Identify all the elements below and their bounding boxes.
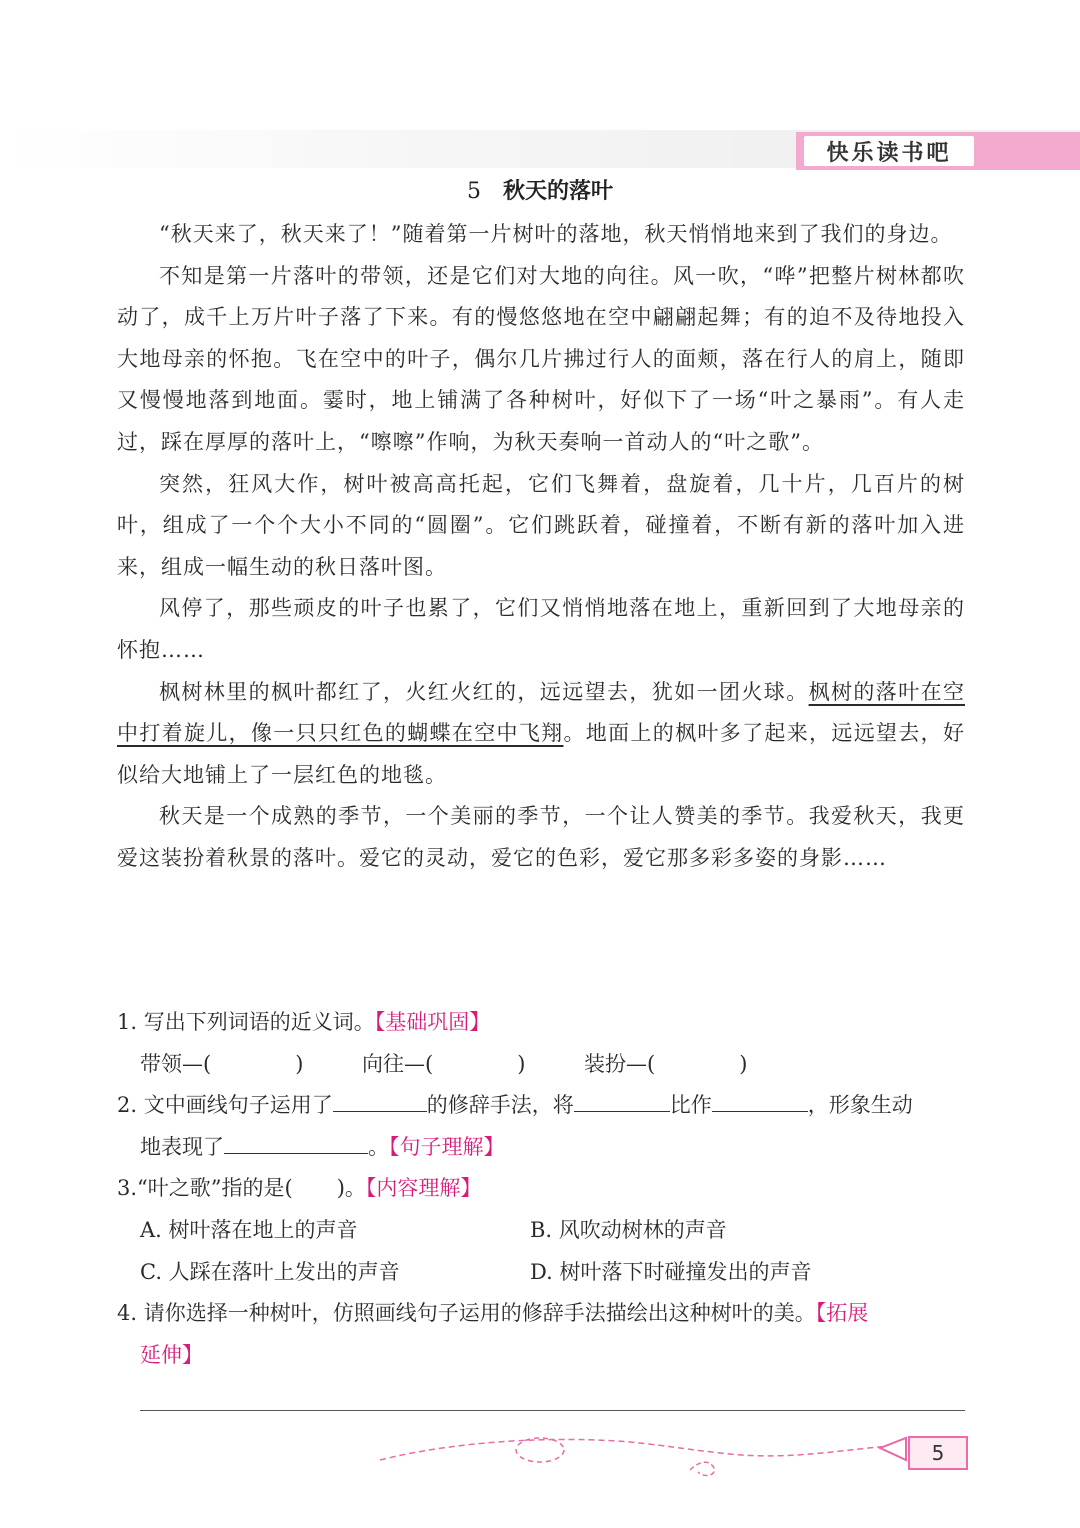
question-2-line-2 — [117, 1127, 965, 1169]
q3-text: 3.“叶之歌”指的是( — [117, 1176, 293, 1201]
q3-close: )。 — [336, 1176, 366, 1201]
q1-text: 1. 写出下列词语的近义词。 — [117, 1010, 375, 1034]
q3-options-row-1 — [117, 1210, 965, 1252]
q1-item-3[interactable] — [584, 1044, 747, 1086]
q2-part4: ，形象生动 — [807, 1093, 913, 1118]
q1-item-2-close: ) — [517, 1051, 526, 1076]
q1-item-1[interactable] — [140, 1044, 362, 1086]
q4-text: 4. 请你选择一种树叶，仿照画线句子运用的修辞手法描绘出这种树叶的美。 — [117, 1301, 816, 1326]
paragraph-6: 秋天是一个成熟的季节，一个美丽的季节，一个让人赞美的季节。我爱秋天，我更爱这装扮着秋景的落叶。爱它的灵动，爱它的色彩，爱它那多彩多姿的身影…… — [117, 804, 965, 870]
q3-tag: 【内容理解】 — [365, 1176, 482, 1201]
q3-option-b[interactable]: B. 风吹动树林的声音 — [530, 1217, 727, 1242]
q1-item-3-close: ) — [739, 1051, 748, 1076]
question-4 — [117, 1293, 965, 1335]
passage — [117, 214, 965, 880]
q1-answers — [117, 1044, 965, 1086]
paragraph-4: 风停了，那些顽皮的叶子也累了，它们又悄悄地落在地上，重新回到了大地母亲的怀抱…… — [117, 596, 965, 662]
underlined-sentence: 枫树的落叶在空中打着旋儿，像一只只红色的蝴蝶在空中飞翔 — [117, 679, 966, 746]
paragraph-2: 不知是第一片落叶的带领，还是它们对大地的向往。风一吹，“哗”把整片树林都吹动了，成千上万片叶子落了下来。有的慢悠悠地在空中翩翩起舞；有的迫不及待地投入大地母亲的怀抱。飞在空中的叶子，偶尔几片拂过行人的面颊，落在行人的肩上，随即又慢慢地落到地面。霎时，地上铺满了各种树叶，好似下了一场“叶之暴雨”。有人走过，踩在厚厚的落叶上，“嚓嚓”作响，为秋天奏响一首动人的“叶之歌”。 — [117, 263, 965, 454]
q1-item-3-label: 装扮—( — [584, 1051, 656, 1076]
p5-after: 。地面上的枫叶多了起来，远远望去，好似给大地铺上了一层红色的地毯。 — [117, 721, 965, 787]
q2-blank-1[interactable] — [333, 1085, 427, 1112]
p5-before: 枫树林里的枫叶都红了，火红火红的，远远望去，犹如一团火球。 — [159, 679, 809, 704]
q1-item-2-label: 向往—( — [362, 1051, 434, 1076]
q1-tag: 【基础巩固】 — [374, 1010, 491, 1034]
q2-tag: 【句子理解】 — [389, 1134, 505, 1159]
paragraph-1: “秋天来了，秋天来了！”随着第一片树叶的落地，秋天悄悄地来到了我们的身边。 — [159, 222, 953, 246]
q2-part3: 比作 — [669, 1093, 712, 1118]
q2-part2: 的修辞手法，将 — [426, 1093, 574, 1118]
decorative-dashed-swirl — [370, 1430, 930, 1490]
passage-title — [0, 174, 1080, 205]
q1-item-1-close: ) — [295, 1051, 304, 1076]
answer-line[interactable] — [140, 1410, 965, 1411]
q4-tag-a: 【拓展 — [815, 1301, 869, 1326]
q1-item-1-label: 带领—( — [140, 1051, 212, 1076]
q3-options-row-2 — [117, 1252, 965, 1294]
q2-line2: 地表现了 — [140, 1134, 224, 1159]
question-2 — [117, 1085, 965, 1127]
title-number: 5 — [466, 179, 481, 204]
question-1 — [117, 1002, 965, 1044]
q3-option-c[interactable]: C. 人踩在落叶上发出的声音 — [140, 1259, 400, 1284]
page-number: 5 — [908, 1436, 968, 1470]
q2-end: 。 — [368, 1134, 389, 1159]
q3-option-a[interactable]: A. 树叶落在地上的声音 — [140, 1217, 358, 1242]
paragraph-3: 突然，狂风大作，树叶被高高托起，它们飞舞着，盘旋着，几十片，几百片的树叶，组成了一个个大小不同的“圆圈”。它们跳跃着，碰撞着，不断有新的落叶加入进来，组成一幅生动的秋日落叶图。 — [117, 471, 965, 579]
title-text: 秋天的落叶 — [502, 179, 613, 204]
q3-option-d[interactable]: D. 树叶落下时碰撞发出的声音 — [530, 1259, 812, 1284]
q4-tag-b: 延伸】 — [140, 1342, 203, 1367]
q2-blank-4[interactable] — [224, 1127, 368, 1154]
question-3 — [117, 1168, 965, 1210]
question-4-line-2 — [117, 1335, 965, 1377]
section-badge: 快乐读书吧 — [804, 136, 974, 166]
q2-part1: 2. 文中画线句子运用了 — [117, 1093, 333, 1118]
q2-blank-2[interactable] — [574, 1085, 670, 1112]
q2-blank-3[interactable] — [712, 1085, 808, 1112]
questions — [117, 1002, 965, 1376]
paragraph-5 — [117, 672, 965, 797]
q1-item-2[interactable] — [362, 1044, 584, 1086]
